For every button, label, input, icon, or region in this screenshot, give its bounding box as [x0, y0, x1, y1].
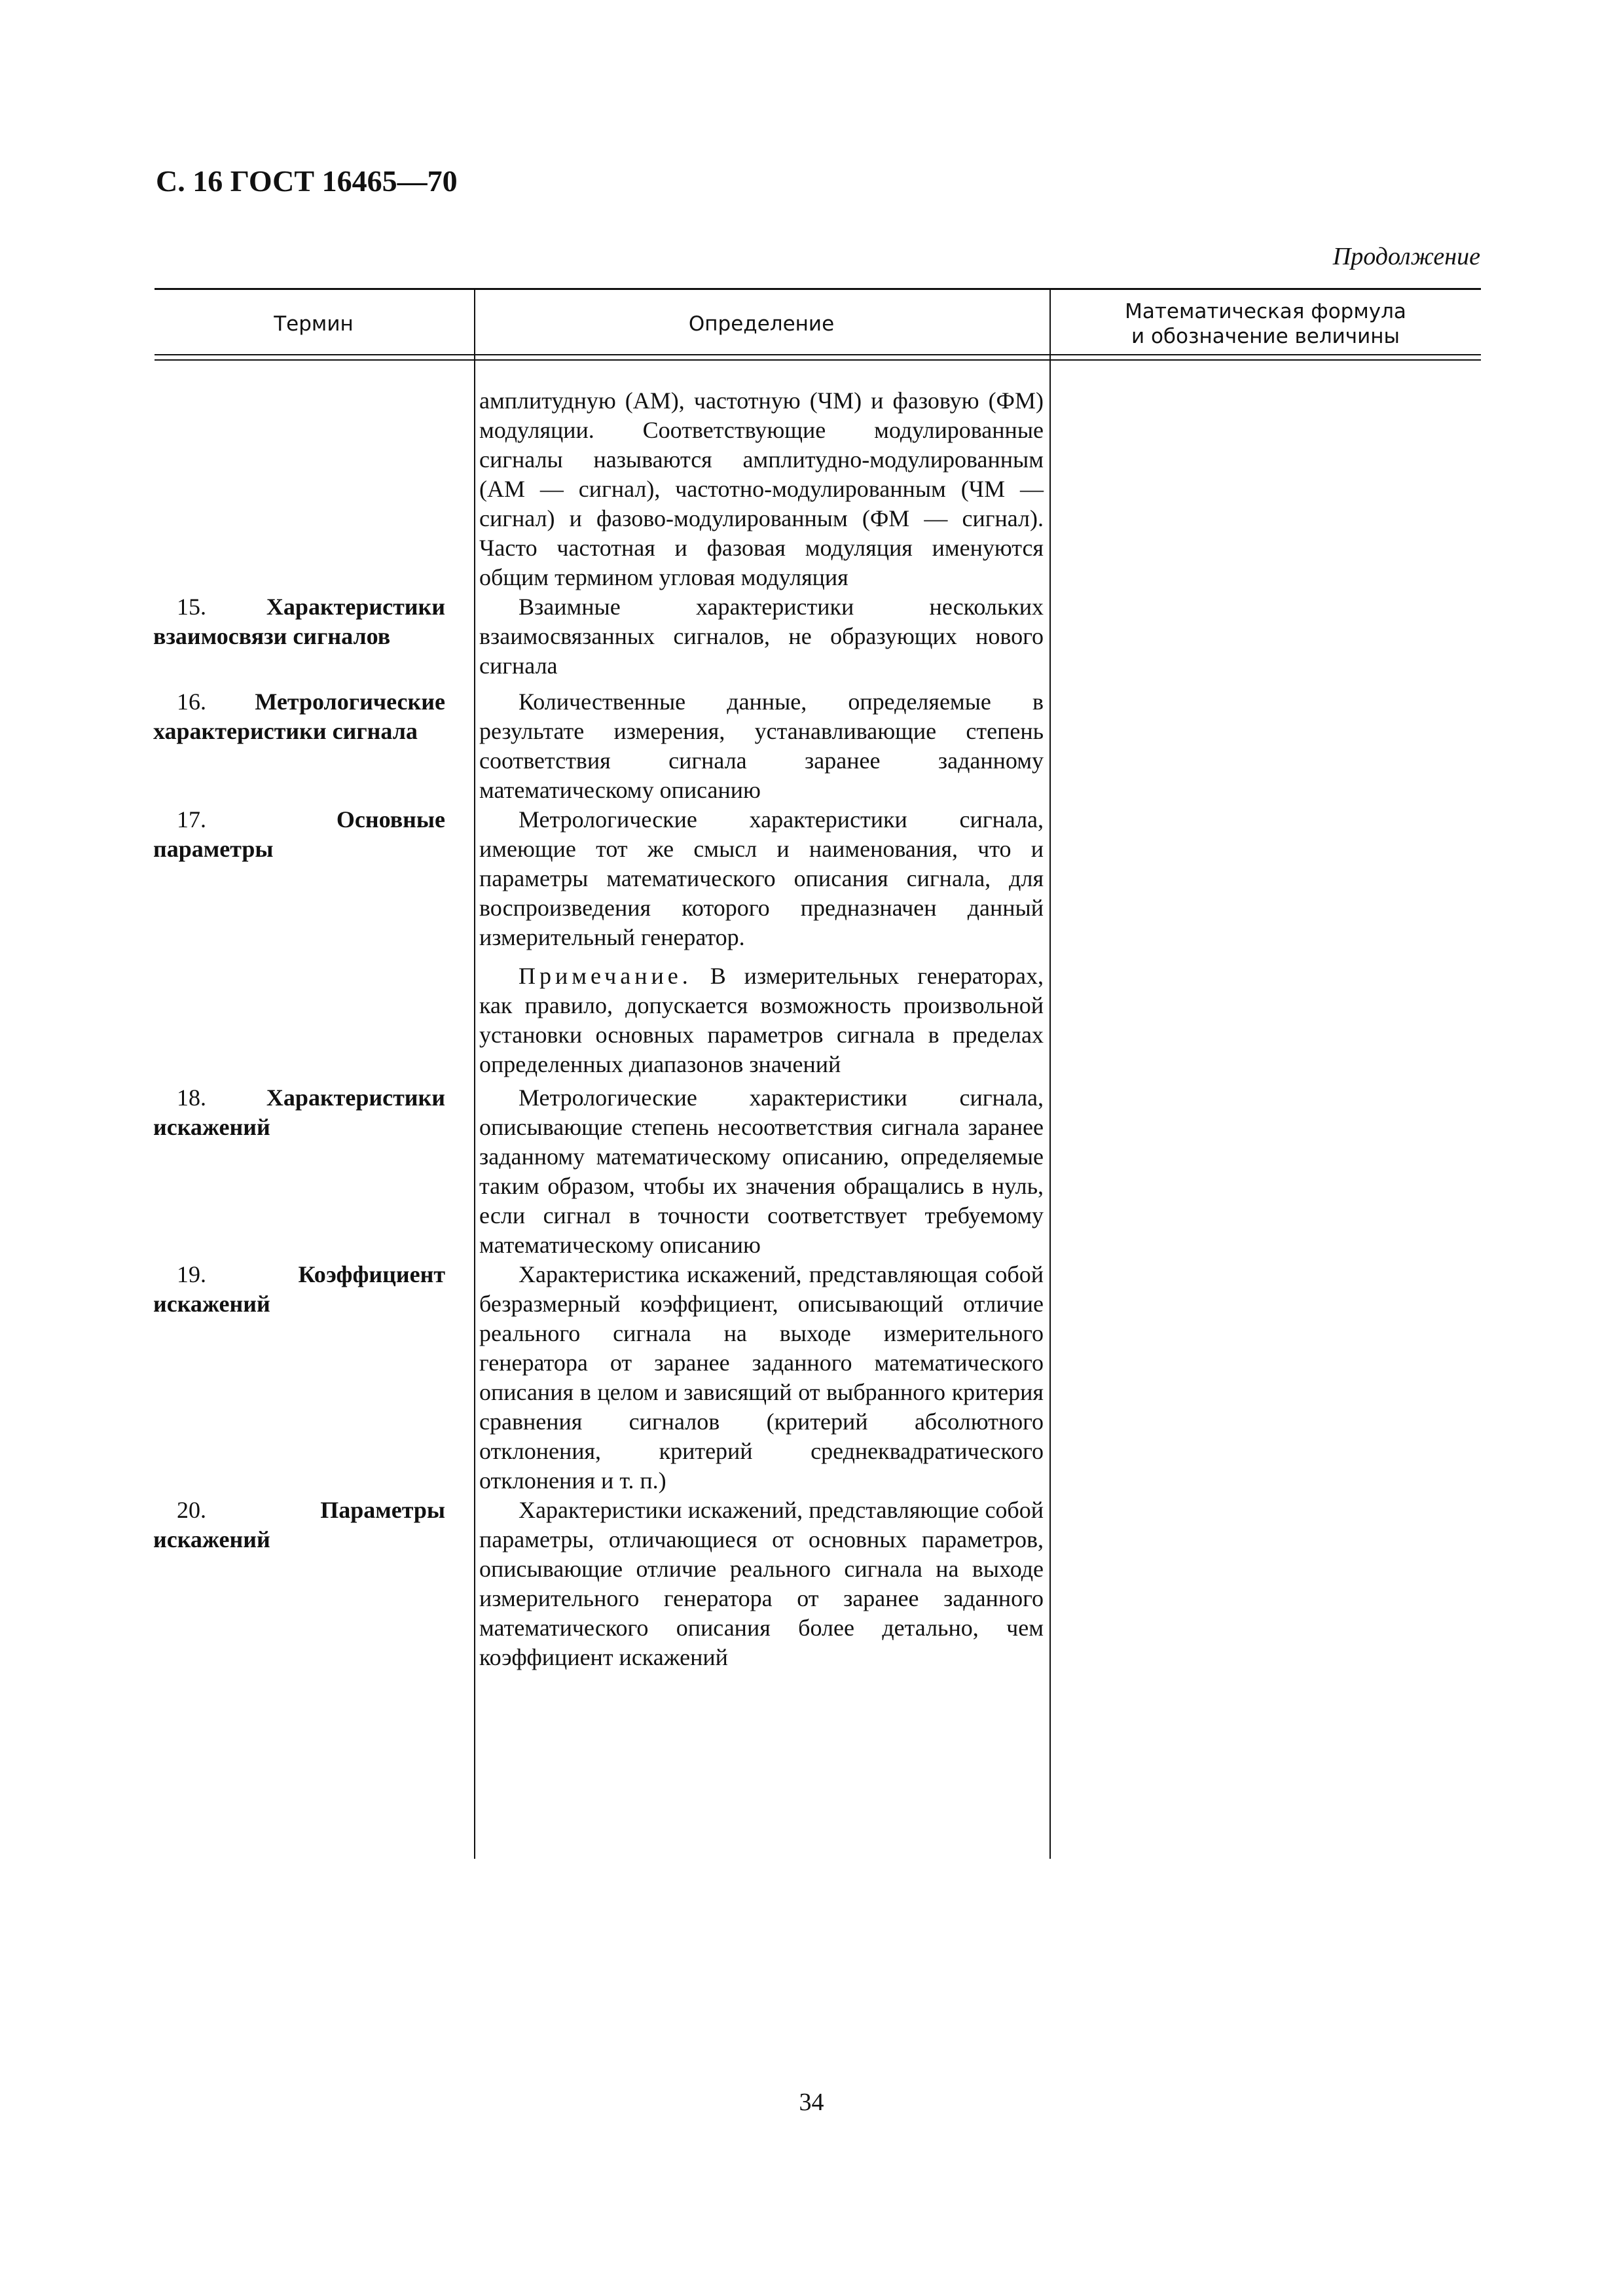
term-number: 20. [177, 1497, 206, 1523]
term-definition: Характеристика искажений, представляющая собой безразмерный коэффициент, описывающий отличие реального сигнала на выходе измерительного генератора от заранее заданного математического описания в целом и зависящий от выбранного критерия сравнения сигналов (критерий абсолютного отклонения, критерий среднеквадратического отклонения и т. п.) [479, 1261, 1044, 1494]
header-double-rule [155, 354, 1481, 361]
term-definition: Метрологические характеристики сигнала, имеющие тот же смысл и наименования, что и параметры математического описания сигнала, для воспроизведения которого предназначен данный измерительный генератор. [479, 806, 1044, 950]
continuation-label: Продолжение [1332, 243, 1480, 270]
table-row [155, 592, 1050, 681]
term-definition: Характеристики искажений, представляющие собой параметры, отличающиеся от основных параметров, описывающие отличие реального сигнала на выходе измерительного генератора от заранее заданного математического описания более детально, чем коэффициент искажений [479, 1497, 1044, 1670]
table-row [155, 1496, 1050, 1672]
continued-definition: амплитудную (АМ), частотную (ЧМ) и фазовую (ФМ) модуляции. Соответствующие модулированные сигналы называются амплитудно-модулированным (АМ — сигнал), частотно-модулированным (ЧМ — сигнал) и фазово-модулированным (ФМ — сигнал). Часто частотная и фазовая модуляция именуются общим термином угловая модуляция [479, 387, 1044, 590]
table-row [155, 386, 1050, 592]
page-number: 34 [799, 2089, 824, 2116]
term-number: 17. [177, 806, 206, 833]
header-formula: Математическая формула и обозначение величины [1125, 300, 1406, 348]
term-number: 15. [177, 594, 206, 620]
term-note [479, 961, 1044, 1079]
note-text: В измерительных генераторах, как правило, допускается возможность произвольной установки основных параметров сигнала в пределах определенных диапазонов значений [479, 963, 1044, 1077]
term-name: Метрологические характеристики сигнала [153, 689, 445, 744]
term-definition: Количественные данные, определяемые в результате измерения, устанавливающие степень соответствия сигнала заранее заданному математическому описанию [479, 689, 1044, 803]
term-number: 16. [177, 689, 206, 715]
term-name: Основные параметры [153, 806, 445, 862]
header-definition: Определение [688, 312, 835, 336]
term-name: Параметры искажений [153, 1497, 445, 1552]
header-term: Термин [274, 312, 354, 336]
table-row [155, 805, 1050, 1079]
table-body [155, 386, 1050, 1672]
term-definition: Метрологические характеристики сигнала, описывающие степень несоответствия сигнала заранее заданному математическому описанию, определяемые таким образом, чтобы их значения обращались в нуль, если сигнал в точности соответствует требуемому математическому описанию [479, 1085, 1044, 1258]
table-row [155, 1083, 1050, 1260]
term-name: Коэффициент искажений [153, 1261, 445, 1317]
page-header: С. 16 ГОСТ 16465—70 [156, 164, 458, 198]
term-number: 19. [177, 1261, 206, 1287]
note-label: Примечание. [519, 963, 692, 989]
table-row [155, 687, 1050, 805]
table-row [155, 1260, 1050, 1496]
term-definition: Взаимные характеристики нескольких взаимосвязанных сигналов, не образующих нового сигнала [479, 594, 1044, 679]
term-name: Характеристики искажений [153, 1085, 445, 1140]
term-number: 18. [177, 1085, 206, 1111]
table-header [155, 288, 1481, 358]
term-name: Характеристики взаимосвязи сигналов [153, 594, 445, 649]
